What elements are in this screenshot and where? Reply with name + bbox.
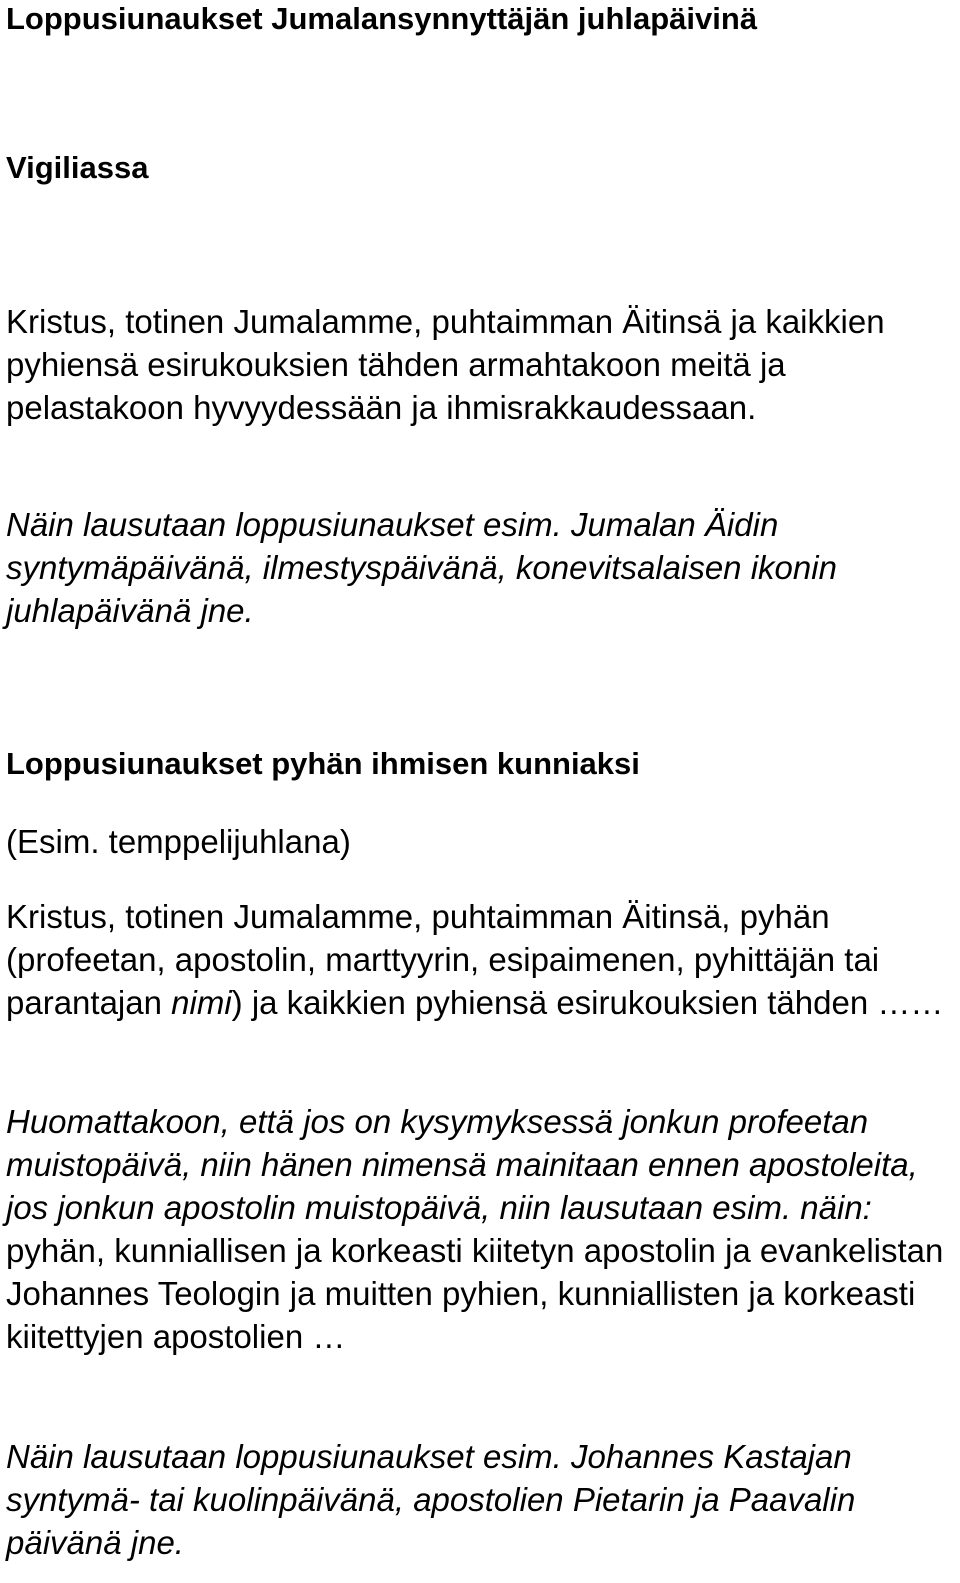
page-title: Loppusiunaukset Jumalansynnyttäjän juhlapäivinä [6, 1, 758, 36]
note-paragraph-3: Näin lausutaan loppusiunaukset esim. Johannes Kastajan syntymä- tai kuolinpäivänä, apostolien Pietarin ja Paavalin päivänä jne. [6, 1438, 856, 1561]
note-paragraph-1: Näin lausutaan loppusiunaukset esim. Jumalan Äidin syntymäpäivänä, ilmestyspäivänä, konevitsalaisen ikonin juhlapäivänä jne. [6, 506, 837, 629]
section-heading-saint: Loppusiunaukset pyhän ihmisen kunniaksi [6, 746, 640, 781]
blessing-paragraph-1: Kristus, totinen Jumalamme, puhtaimman Äitinsä ja kaikkien pyhiensä esirukouksien tähden armahtakoon meitä ja pelastakoon hyvyydessään ja ihmisrakkaudessaan. [6, 303, 885, 426]
note-paragraph-2 [6, 1100, 956, 1358]
example-label: (Esim. temppelijuhlana) [6, 823, 351, 860]
note-paragraph-2-italic: Huomattakoon, että jos on kysymyksessä jonkun profeetan muistopäivä, niin hänen nimensä mainitaan ennen apostoleita, jos jonkun apostolin muistopäivä, niin lausutaan esim. näin: [6, 1103, 918, 1226]
name-placeholder: nimi [171, 984, 232, 1021]
section-heading-vigiliassa: Vigiliassa [6, 150, 149, 185]
blessing-paragraph-2-text-b: ) ja kaikkien pyhiensä esirukouksien tähden …… [231, 984, 944, 1021]
blessing-paragraph-2 [6, 895, 956, 1024]
note-paragraph-2-example: pyhän, kunniallisen ja korkeasti kiitetyn apostolin ja evankelistan Johannes Teologin ja muitten pyhien, kunniallisten ja korkeasti kiitettyjen apostolien … [6, 1232, 944, 1355]
blessing-paragraph-2-text-a: Kristus, totinen Jumalamme, puhtaimman Äitinsä, pyhän (profeetan, apostolin, marttyyrin, esipaimenen, pyhittäjän tai parantajan [6, 898, 880, 1021]
